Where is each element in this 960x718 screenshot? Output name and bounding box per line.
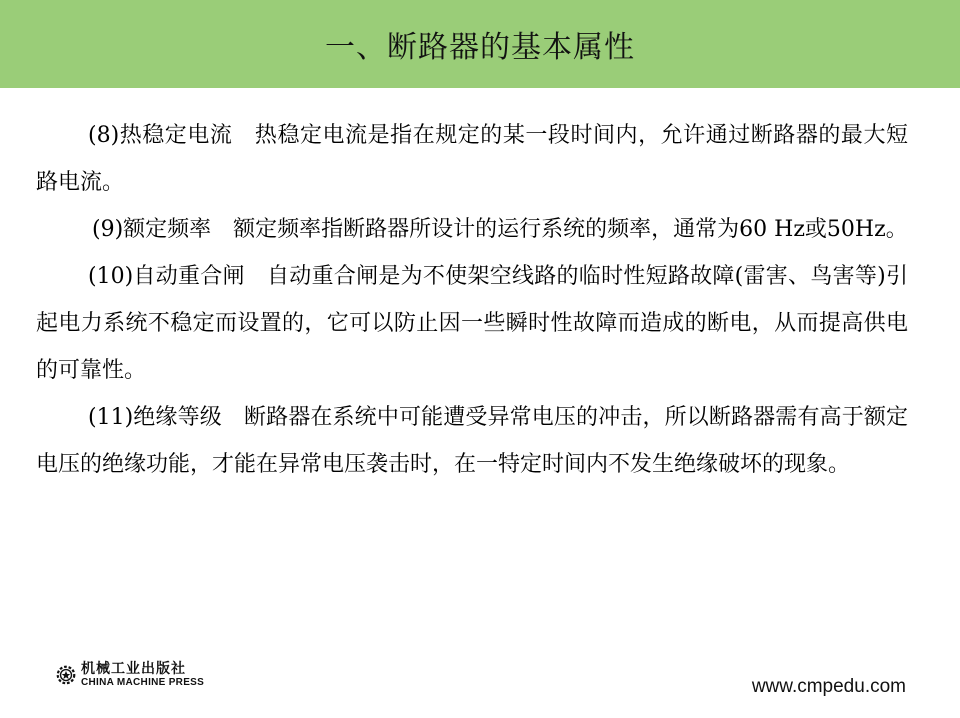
paragraph-rated-frequency: (9)额定频率 额定频率指断路器所设计的运行系统的频率，通常为60 Hz或50Hz。 bbox=[92, 217, 908, 242]
publisher-name-cn: 机械工业出版社 bbox=[81, 661, 186, 677]
paragraph-thermal-current: (8)热稳定电流 热稳定电流是指在规定的某一段时间内，允许通过断路器的最大短路电流。 bbox=[36, 123, 908, 195]
publisher-name-en: CHINA MACHINE PRESS bbox=[81, 677, 205, 688]
publisher-logo bbox=[55, 662, 204, 688]
gear-icon bbox=[55, 664, 77, 686]
paragraph-auto-reclosing: (10)自动重合闸 自动重合闸是为不使架空线路的临时性短路故障(雷害、鸟害等)引起电力系统不稳定而设置的，它可以防止因一些瞬时性故障而造成的断电，从而提高供电的可靠性。 bbox=[36, 264, 908, 383]
slide-title: 一、断路器的基本属性 bbox=[325, 30, 635, 65]
slide-body bbox=[36, 112, 908, 488]
paragraph-insulation-level: (11)绝缘等级 断路器在系统中可能遭受异常电压的冲击，所以断路器需有高于额定电压的绝缘功能，才能在异常电压袭击时，在一特定时间内不发生绝缘破坏的现象。 bbox=[36, 405, 908, 477]
website-url[interactable]: www.cmpedu.com bbox=[751, 676, 906, 697]
title-bar bbox=[0, 0, 960, 88]
